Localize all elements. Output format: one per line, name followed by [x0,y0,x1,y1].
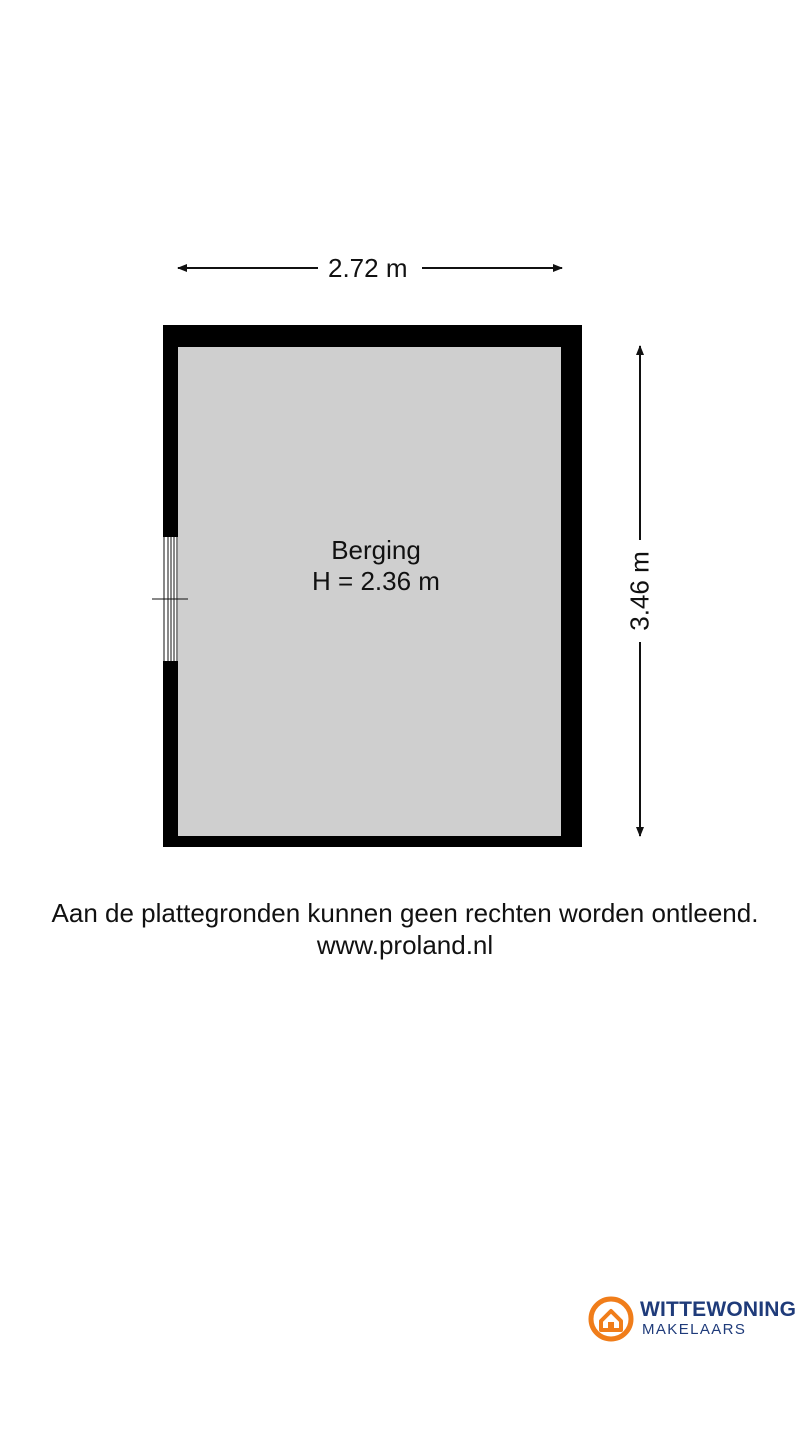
website-link[interactable]: www.proland.nl [316,930,494,960]
wittewoning-logo [588,1296,800,1342]
logo-name: WITTEWONING [640,1298,797,1321]
room-ceiling-height: H = 2.36 m [312,566,440,596]
height-label: 3.46 m [625,545,656,637]
disclaimer-text: Aan de plattegronden kunnen geen rechten worden ontleend. [51,898,759,928]
room-name: Berging [331,535,421,565]
logo-subtitle: MAKELAARS [642,1321,747,1338]
width-label: 2.72 m [328,253,408,283]
house-logo-icon [588,1296,634,1342]
